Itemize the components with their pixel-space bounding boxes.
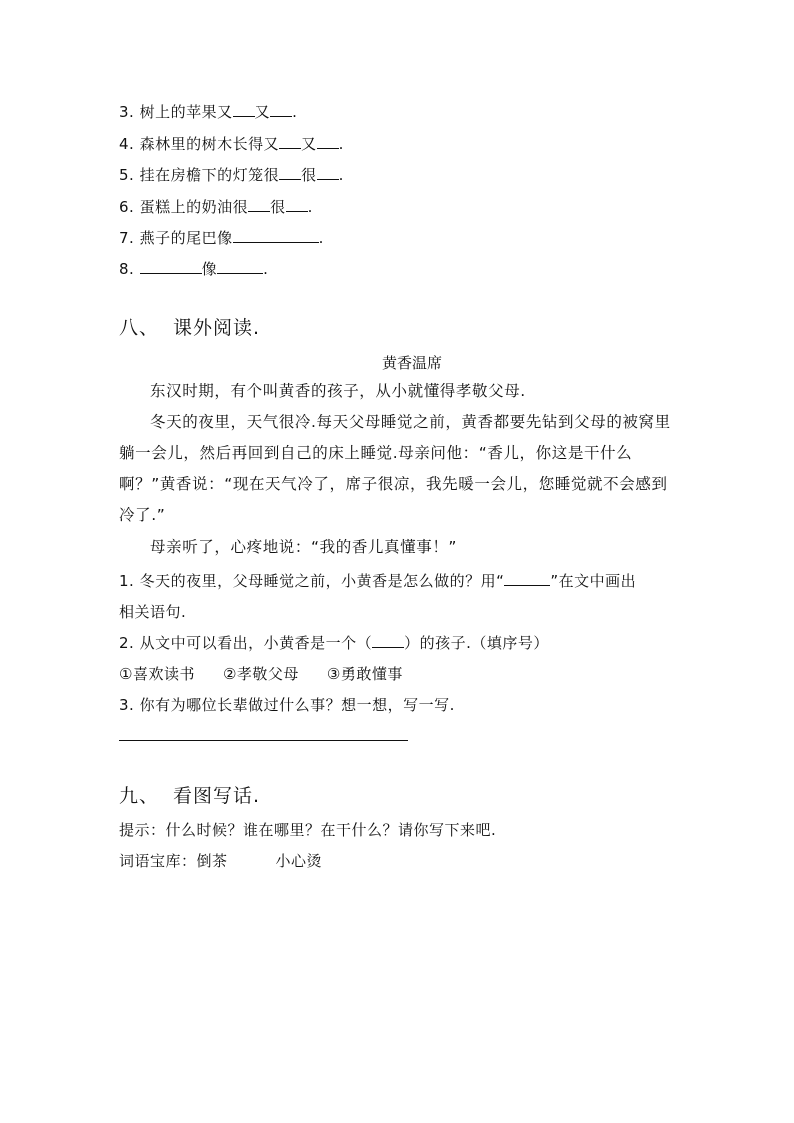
word-bank-item: 小心烫 [275, 852, 323, 870]
fill-item-6: 6. 蛋糕上的奶油很 很 . [119, 198, 313, 216]
answer-blank[interactable] [279, 134, 301, 149]
fill-item-5: 5. 挂在房檐下的灯笼很 很 . [119, 166, 344, 184]
story-paragraph-3: 母亲听了，心疼地说：“我的香儿真懂事！” [150, 538, 458, 556]
question-3: 3. 你有为哪位长辈做过什么事？想一想，写一写. [119, 696, 455, 714]
answer-blank[interactable] [317, 134, 339, 149]
story-paragraph-1: 东汉时期，有个叫黄香的孩子，从小就懂得孝敬父母. [150, 382, 526, 400]
story-paragraph-2: 冬天的夜里，天气很冷.每天父母睡觉之前，黄香都要先钻到父母的被窝里躺一会儿，然后再回到自己的床上睡觉.母亲问他：“香儿，你这是干什么啊？”黄香说：“现在天气冷了，席子很凉，我先暖一会儿，您睡觉就不会感到冷了.” [119, 413, 671, 524]
answer-blank[interactable] [233, 102, 255, 117]
option-2: ②孝敬父母 [222, 665, 299, 683]
answer-blank[interactable] [248, 197, 270, 212]
fill-item-8: 8. 像 . [119, 260, 269, 278]
question-2: 2. 从文中可以看出，小黄香是一个（ ）的孩子.（填序号） [119, 634, 549, 652]
story-title: 黄香温席 [381, 354, 442, 372]
fill-item-3: 3. 树上的苹果又 又 . [119, 103, 298, 121]
fill-item-7: 7. 燕子的尾巴像 . [119, 229, 324, 247]
word-bank: 词语宝库：倒茶 小心烫 [119, 852, 323, 870]
answer-line[interactable] [119, 740, 408, 741]
word-bank-item: 倒茶 [196, 852, 228, 870]
writing-hint: 提示：什么时候？谁在哪里？在干什么？请你写下来吧. [119, 821, 497, 839]
answer-blank[interactable] [140, 259, 202, 274]
section-8-heading: 八、 课外阅读. [119, 317, 261, 339]
answer-blank[interactable] [270, 102, 292, 117]
section-9-heading: 九、 看图写话. [119, 785, 261, 807]
option-3: ③勇敢懂事 [326, 665, 403, 683]
answer-blank[interactable] [286, 197, 308, 212]
answer-blank[interactable] [317, 165, 339, 180]
option-1: ①喜欢读书 [119, 665, 195, 683]
underline-sample [504, 571, 550, 586]
answer-blank[interactable] [279, 165, 301, 180]
answer-blank[interactable] [217, 259, 263, 274]
question-1-cont: 相关语句. [119, 603, 187, 621]
answer-blank[interactable] [372, 633, 404, 648]
answer-blank[interactable] [233, 228, 319, 243]
fill-item-4: 4. 森林里的树木长得又 又 . [119, 135, 344, 153]
question-2-options [119, 664, 403, 684]
question-1: 1. 冬天的夜里，父母睡觉之前，小黄香是怎么做的？用“ ”在文中画出 [119, 572, 637, 590]
